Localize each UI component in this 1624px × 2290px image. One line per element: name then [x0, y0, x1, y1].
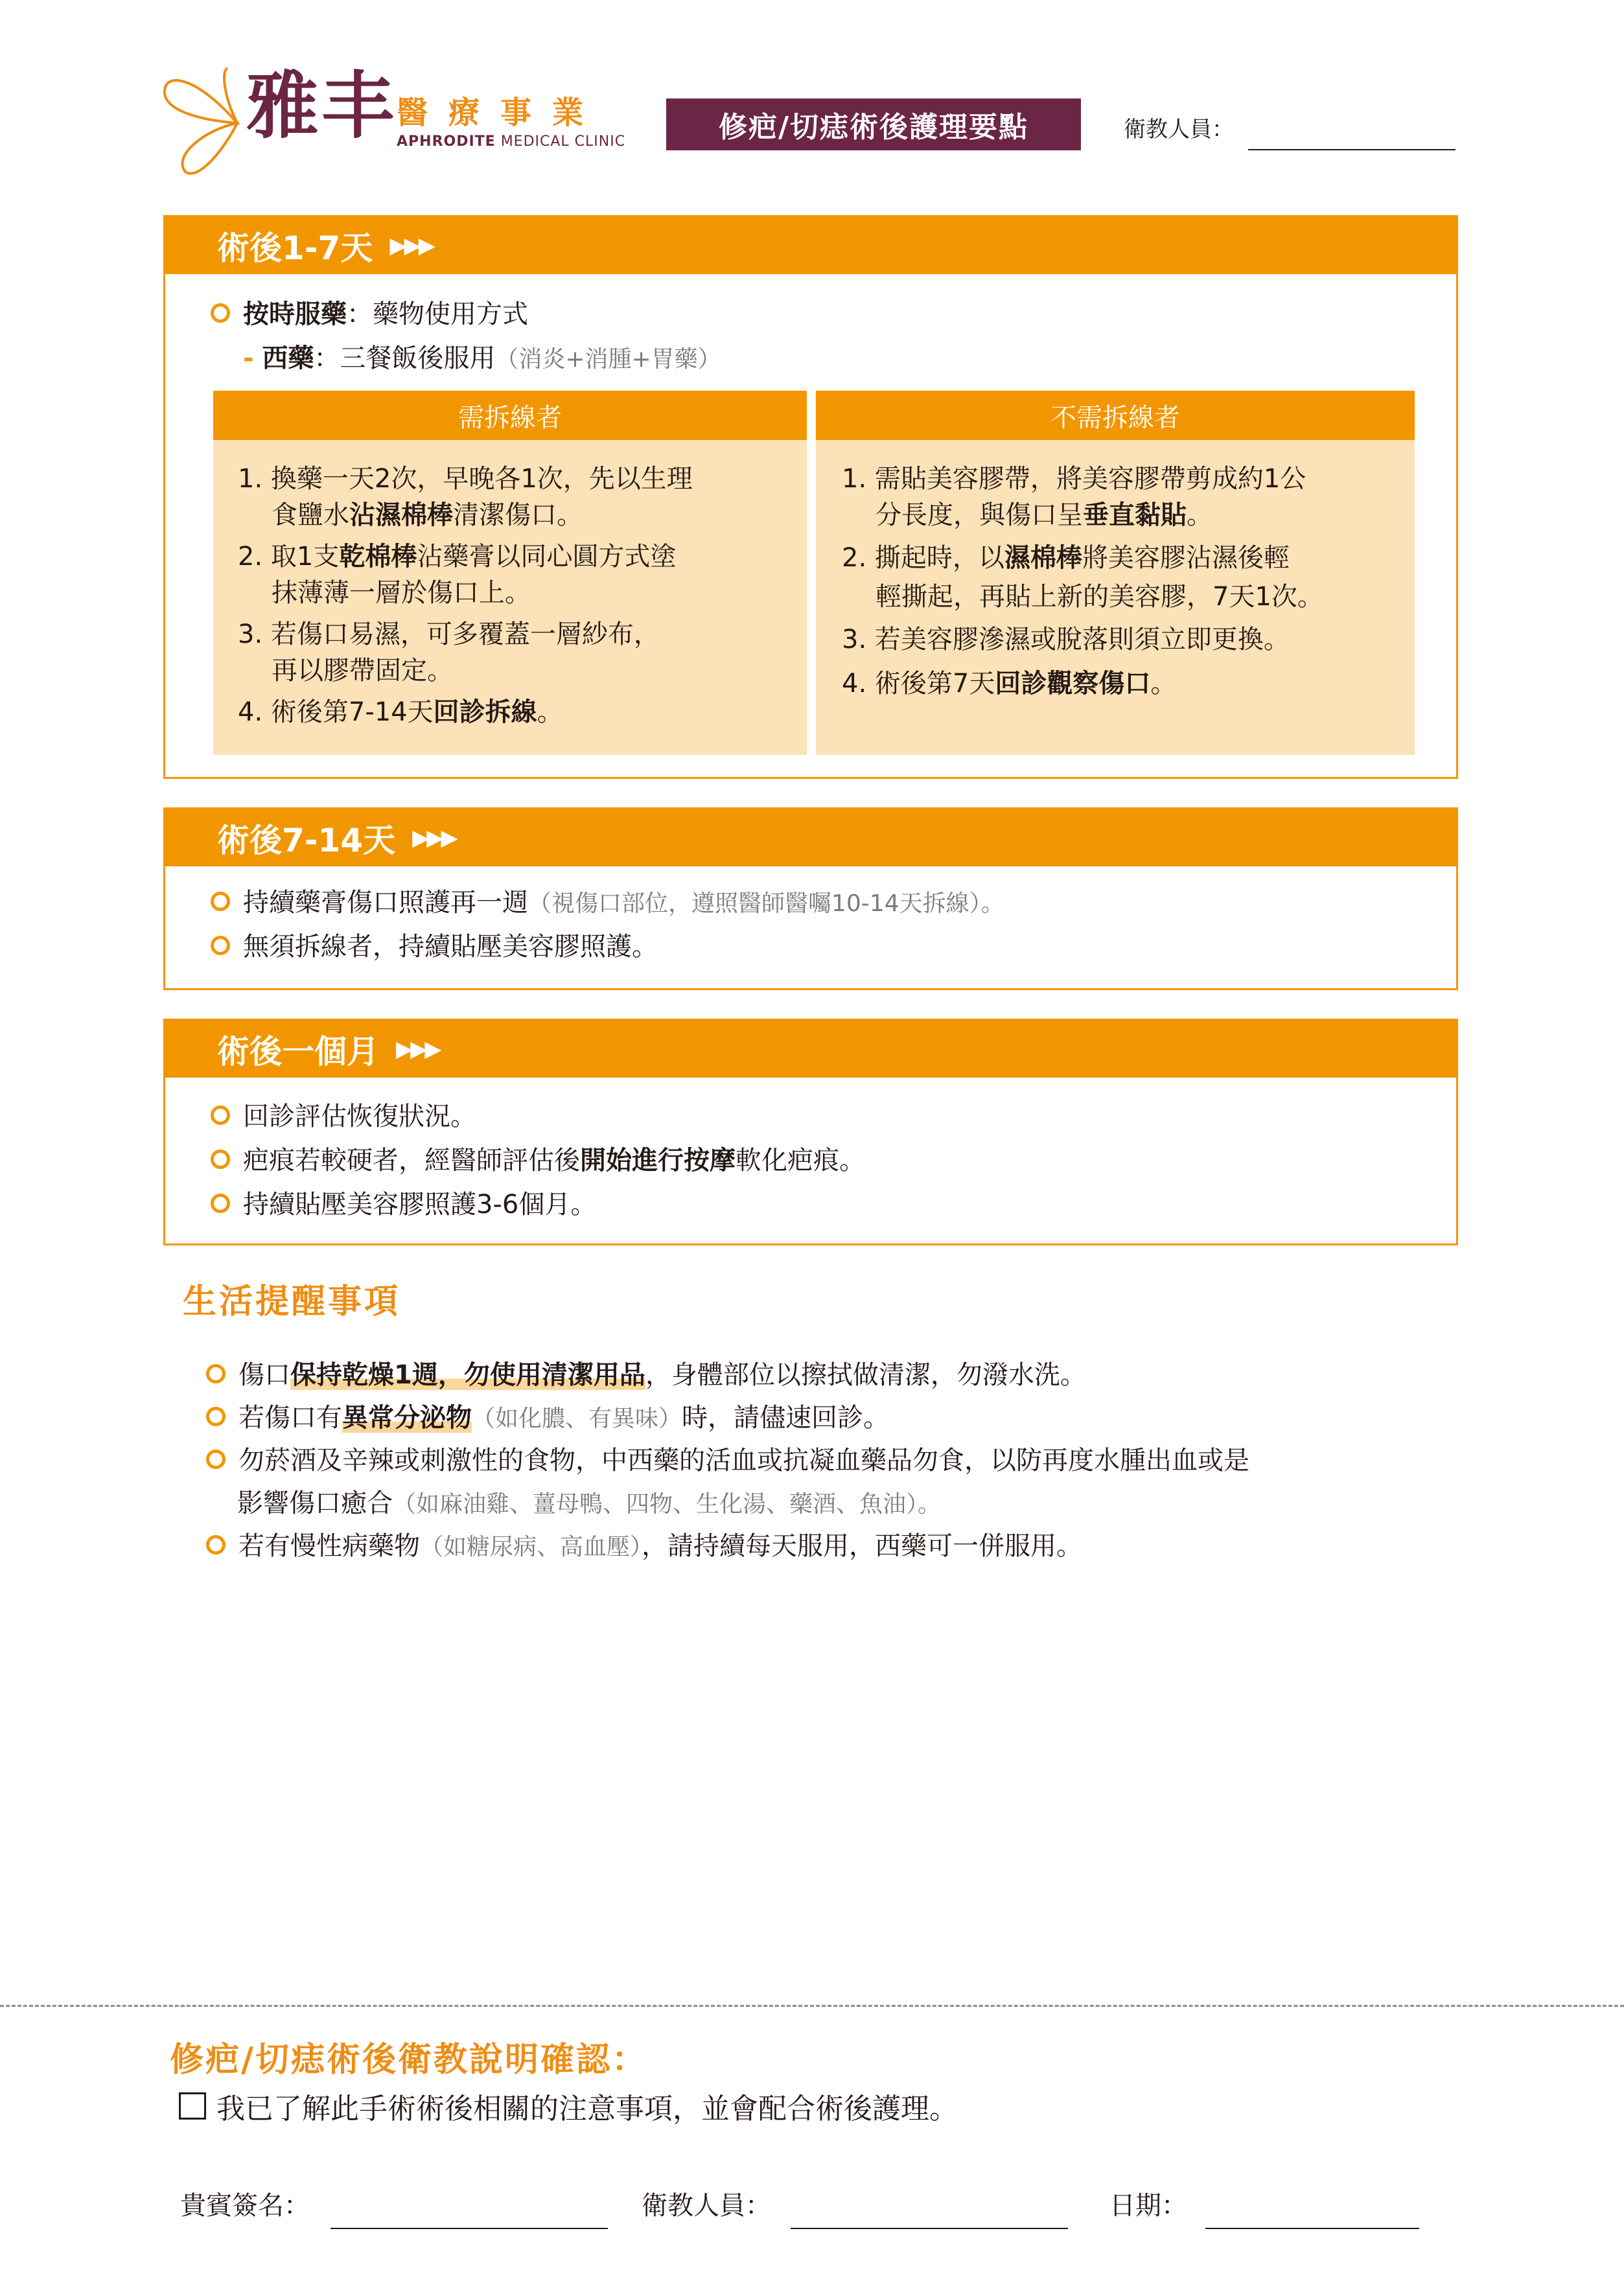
- section-header: [165, 1021, 1456, 1078]
- logo-english-name: [397, 135, 625, 149]
- bullet-keep-dry: 傷口保持乾燥1週，勿使用清潔用品，身體部位以擦拭做清潔，勿潑水洗。: [206, 1357, 1086, 1393]
- bullet-abnormal-discharge: 若傷口有異常分泌物（如化膿、有異味）時，請儘速回診。: [206, 1400, 889, 1437]
- highlighted-text: 異常分泌物: [342, 1403, 472, 1433]
- section-header: [165, 809, 1456, 866]
- dash-icon: -: [243, 343, 254, 373]
- circle-bullet-icon: [206, 1364, 226, 1383]
- section-post-op-one-month: [163, 1019, 1458, 1245]
- list-item: 1. 換藥一天2次，早晚各1次，先以生理: [238, 464, 693, 494]
- bullet-diet-restrictions: 勿菸酒及辛辣或刺激性的食物，中西藥的活血或抗凝血藥品勿食，以防再度水腫出血或是: [206, 1442, 1249, 1479]
- list-item: 3. 若美容膠滲濕或脫落則須立即更換。: [842, 625, 1290, 654]
- logo-english-bold: APHRODITE: [397, 133, 496, 150]
- circle-bullet-icon: [211, 936, 230, 955]
- triple-arrow-icon: ▶▶▶: [396, 1036, 439, 1062]
- date-line[interactable]: [1205, 2228, 1419, 2229]
- section-title: 術後一個月: [217, 1033, 379, 1070]
- logo-subtitle: 醫療事業: [397, 95, 605, 131]
- sub-item-western-medicine: [243, 340, 721, 378]
- staff-signature-line[interactable]: [791, 2228, 1068, 2229]
- guest-signature-line[interactable]: [331, 2228, 608, 2229]
- circle-bullet-icon: [206, 1407, 226, 1426]
- dashed-cut-line: [0, 2005, 1624, 2007]
- list-item: 食鹽水沾濕棉棒清潔傷口。: [272, 500, 583, 530]
- understand-checkbox[interactable]: [179, 2092, 206, 2120]
- text: ：三餐飯後服用: [314, 343, 496, 373]
- confirmation-statement: 我已了解此手術術後相關的注意事項，並會配合術後護理。: [216, 2092, 958, 2125]
- triple-arrow-icon: ▶▶▶: [412, 825, 456, 851]
- circle-bullet-icon: [211, 1194, 230, 1213]
- bullet-follow-up: 回診評估恢復狀況。: [211, 1098, 476, 1135]
- staff-label-top: 衛教人員：: [1124, 117, 1234, 143]
- bullet-tape-care: 無須拆線者，持續貼壓美容膠照護。: [211, 929, 658, 965]
- section-post-op-1-7-days: [163, 215, 1458, 779]
- section-post-op-7-14-days: [163, 807, 1458, 990]
- bullet-tape-months: 持續貼壓美容膠照護3-6個月。: [211, 1186, 596, 1223]
- bullet-diet-restrictions-cont: 影響傷口癒合（如麻油雞、薑母鴨、四物、生化湯、藥酒、魚油）。: [237, 1488, 942, 1518]
- list-item: 4. 術後第7天回診觀察傷口。: [842, 669, 1177, 699]
- list-item: 4. 術後第7-14天回診拆線。: [238, 697, 563, 727]
- list-item: 抹薄薄一層於傷口上。: [272, 578, 531, 608]
- circle-bullet-icon: [211, 892, 230, 911]
- circle-bullet-icon: [206, 1535, 226, 1555]
- list-item: 1. 需貼美容膠帶，將美容膠帶剪成約1公: [842, 464, 1306, 494]
- section-title: 術後1-7天: [217, 229, 373, 267]
- circle-bullet-icon: [211, 303, 230, 323]
- section-title: 術後7-14天: [217, 822, 396, 859]
- triple-arrow-icon: ▶▶▶: [389, 233, 433, 259]
- bold-text: 西藥: [262, 343, 314, 373]
- list-item: 分長度，與傷口呈垂直黏貼。: [876, 500, 1212, 530]
- confirmation-title: 修疤/切痣術後衛教說明確認：: [170, 2041, 647, 2079]
- life-reminders-title: 生活提醒事項: [183, 1282, 401, 1321]
- section-header: [165, 217, 1456, 274]
- document-title: 修疤/切痣術後護理要點: [666, 98, 1081, 150]
- grey-note: （消炎+消腫+胃藥）: [495, 346, 721, 373]
- column-no-suture-removal: [816, 391, 1415, 755]
- column-header: 需拆線者: [213, 391, 807, 440]
- logo-english-rest: MEDICAL CLINIC: [500, 133, 626, 150]
- bullet-medication: [211, 296, 528, 332]
- logo-chinese-name: 雅丰: [246, 64, 397, 148]
- column-needs-suture-removal: [213, 391, 807, 755]
- bullet-chronic-medication: 若有慢性病藥物（如糖尿病、高血壓），請持續每天服用，西藥可一併服用。: [206, 1528, 1082, 1566]
- list-item: 再以膠帶固定。: [272, 656, 453, 686]
- date-label: 日期：: [1109, 2191, 1187, 2221]
- column-header: 不需拆線者: [816, 391, 1415, 440]
- circle-bullet-icon: [211, 1105, 230, 1125]
- bold-text: 按時服藥: [243, 299, 347, 329]
- highlighted-text: 保持乾燥1週，勿使用清潔用品: [290, 1360, 645, 1390]
- list-item: 2. 取1支乾棉棒沾藥膏以同心圓方式塗: [238, 542, 677, 572]
- bullet-ointment-care: 持續藥膏傷口照護再一週（視傷口部位，遵照醫師醫囑10-14天拆線）。: [211, 885, 1004, 922]
- staff-signature-label: 衛教人員：: [642, 2191, 771, 2221]
- bullet-massage: 疤痕若較硬者，經醫師評估後開始進行按摩軟化疤痕。: [211, 1142, 865, 1179]
- list-item: 3. 若傷口易濕，可多覆蓋一層紗布，: [238, 619, 660, 649]
- list-item: 2. 撕起時，以濕棉棒將美容膠沾濕後輕: [842, 543, 1290, 573]
- text: ：藥物使用方式: [347, 299, 528, 329]
- guest-signature-label: 貴賓簽名：: [180, 2191, 310, 2221]
- list-item: 輕撕起，再貼上新的美容膠，7天1次。: [876, 582, 1323, 612]
- circle-bullet-icon: [211, 1150, 230, 1169]
- staff-signature-line-top[interactable]: [1248, 149, 1456, 150]
- circle-bullet-icon: [206, 1450, 226, 1469]
